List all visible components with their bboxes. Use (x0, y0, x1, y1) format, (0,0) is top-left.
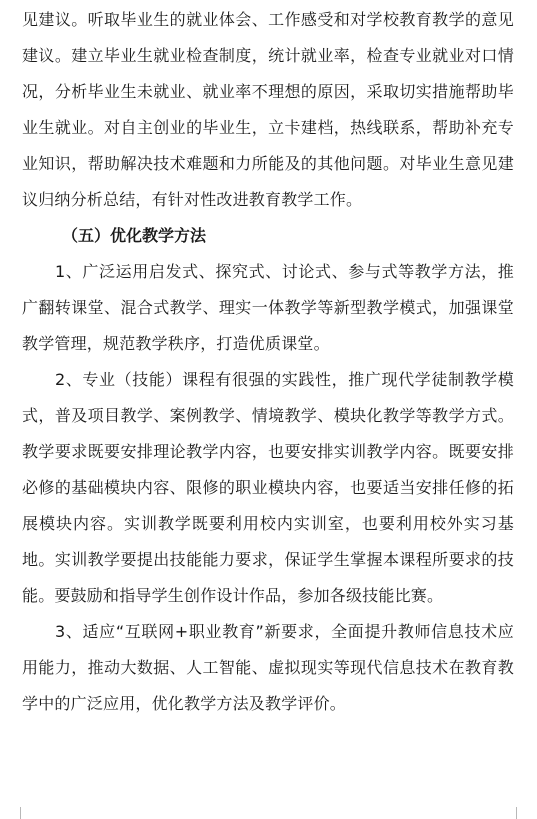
section-heading: （五）优化教学方法 (62, 226, 207, 245)
paragraph-item-2: 2、专业（技能）课程有很强的实践性，推广现代学徒制教学模式，普及项目教学、案例教学、情境教学、模块化教学等教学方式。教学要求既要安排理论教学内容，也要安排实训教学内容。既要安排必修的基础模块内容、限修的职业模块内容，也要适当安排任修的拓展模块内容。实训教学既要利用校内实训室，也要利用校外实习基地。实训教学要提出技能能力要求，保证学生掌握本课程所要求的技能。要鼓励和指导学生创作设计作品，参加各级技能比赛。 (22, 370, 514, 605)
document-body (22, 0, 514, 722)
paragraph-continued: 见建议。听取毕业生的就业体会、工作感受和对学校教育教学的意见建议。建立毕业生就业检查制度，统计就业率，检查专业就业对口情况，分析毕业生未就业、就业率不理想的原因，采取切实措施帮助毕业生就业。对自主创业的毕业生，立卡建档，热线联系，帮助补充专业知识，帮助解决技术难题和力所能及的其他问题。对毕业生意见建议归纳分析总结，有针对性改进教育教学工作。 (22, 10, 514, 209)
paragraph-item-3: 3、适应“互联网+职业教育”新要求，全面提升教师信息技术应用能力，推动大数据、人工智能、虚拟现实等现代信息技术在教育教学中的广泛应用，优化教学方法及教学评价。 (22, 622, 514, 713)
page-corner-mark-right (516, 807, 531, 819)
page-corner-mark-left (6, 807, 21, 819)
paragraph-item-1: 1、广泛运用启发式、探究式、讨论式、参与式等教学方法，推广翻转课堂、混合式教学、理实一体教学等新型教学模式，加强课堂教学管理，规范教学秩序，打造优质课堂。 (22, 262, 514, 353)
